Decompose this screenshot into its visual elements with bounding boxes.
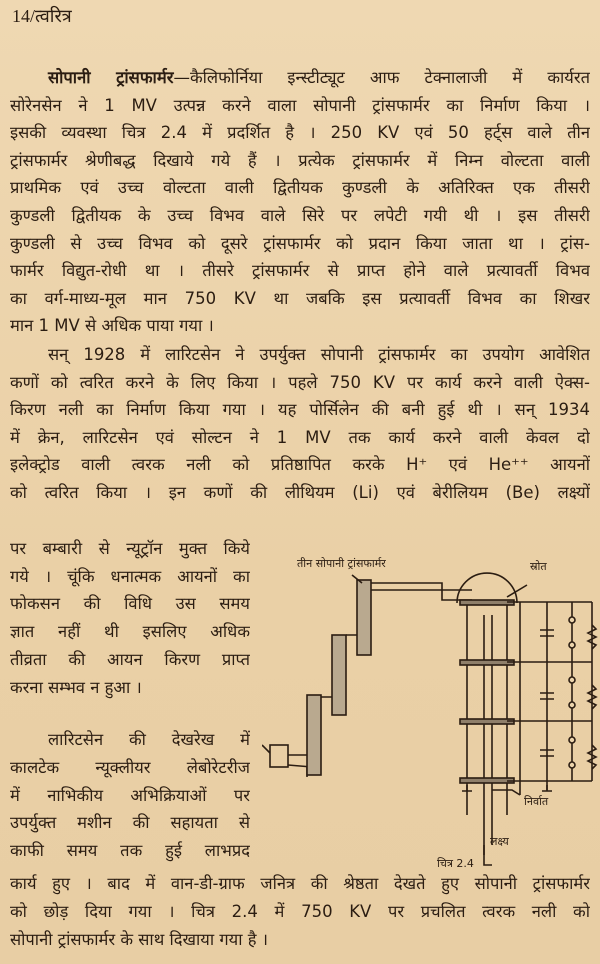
text-line: सोपानी ट्रांसफार्मर के साथ दिखाया गया है । <box>10 929 269 949</box>
text-line: कुण्डली से उच्च विभव को दूसरे ट्रांसफार्मर को प्रदान किया जाता था । ट्रांस- <box>10 233 590 253</box>
text-line: कणों को त्वरित करने के लिए किया । पहले 750 KV पर कार्य करने वाली ऐक्स- <box>10 372 590 392</box>
text-line: इलेक्ट्रोड वाली त्वरक नली को प्रतिष्ठापित करके H⁺ एवं He⁺⁺ आयनों <box>10 455 590 475</box>
text-line: ट्रांसफार्मर श्रेणीबद्ध दिखाये गये हैं । प्रत्येक ट्रांसफार्मर में निम्न वोल्टता वाली <box>10 150 590 170</box>
text-line: तीव्रता की आयन किरण प्राप्त <box>10 650 250 669</box>
text-line: इसकी व्यवस्था चित्र 2.4 में प्रदर्शित है । 250 KV एवं 50 हर्ट्स वाले तीन <box>10 123 590 143</box>
text-line: प्राथमिक एवं उच्च वोल्टता वाली द्वितीयक कुण्डली के अतिरिक्त एक तीसरी <box>10 178 590 198</box>
text-line: करना सम्भव न हुआ । <box>10 677 142 697</box>
text-line: कुण्डली द्वितीयक के उच्च विभव वाले सिरे पर लपेटी गयी थी । इस तीसरी <box>10 206 590 225</box>
text-line: काफी समय तक हुई लाभप्रद <box>10 841 250 861</box>
text-line: गये । चूंकि धनात्मक आयनों का <box>10 566 250 586</box>
text-line: का वर्ग-माध्य-मूल मान 750 KV था जबकि इस प्रत्यावर्ती विभव का शिखर <box>10 288 590 308</box>
text-line: को त्वरित किया । इन कणों की लीथियम (Li) एवं बेरीलियम (Be) लक्ष्यों <box>10 483 590 502</box>
page-header: 14/त्वरित्र <box>12 6 72 26</box>
transformer-2 <box>332 635 346 715</box>
text-line: फोकसन की विधि उस समय <box>10 594 250 614</box>
text-line: में क्रेन, लारिटसेन एवं सोल्टन ने 1 MV तक कार्य करने वाली केवल दो <box>10 427 590 447</box>
transformer-1 <box>307 695 321 775</box>
text-line: फार्मर विद्युत-रोधी था । तीसरे ट्रांसफार्मर से प्राप्त होने वाले प्रत्यावर्ती विभव <box>10 261 590 281</box>
text-line: सन् 1928 में लारिटसेन ने उपर्युक्त सोपानी ट्रांसफार्मर का उपयोग आवेशित <box>48 345 590 364</box>
label-target: लक्ष्य <box>490 835 509 848</box>
text-line: में नाभिकीय अभिक्रियाओं पर <box>10 785 250 805</box>
text-line: उपर्युक्त मशीन की सहायता से <box>10 813 250 833</box>
text-line: कार्य हुए । बाद में वान-डी-ग्राफ जनित्र की श्रेष्ठता देखते हुए सोपानी ट्रांसफार्मर <box>10 874 590 893</box>
text-line: मान 1 MV से अधिक पाया गया । <box>10 316 214 336</box>
circuit-drawing <box>262 573 596 865</box>
label-vacuum: निर्वात <box>524 795 549 808</box>
text-line: कालटेक न्यूक्लीयर लेबोरेटरीज <box>10 757 250 777</box>
text-line: लारिटसेन की देखरेख में <box>48 730 250 749</box>
text-line: पर बम्बारी से न्यूट्रॉन मुक्त किये <box>10 538 250 558</box>
figure-caption: चित्र 2.4 <box>437 857 474 870</box>
figure-2-4 <box>262 545 600 880</box>
label-transformers: तीन सोपानी ट्रांसफार्मर <box>297 557 386 570</box>
transformer-3 <box>357 580 371 655</box>
text-span: —कैलिफोर्निया इन्स्टीट्यूट आफ टेक्नालाजी में कार्यरत <box>173 68 590 87</box>
text-line: ज्ञात नहीं थी इसलिए अधिक <box>10 622 250 642</box>
source-dome <box>457 573 517 603</box>
label-source: स्रोत <box>530 560 547 573</box>
text-line: सोरेनसेन ने 1 MV उत्पन्न करने वाला सोपानी ट्रांसफार्मर का निर्माण किया । <box>10 95 590 115</box>
input-transformer <box>270 745 288 767</box>
text-line: किरण नली का निर्माण किया गया । यह पोर्सिलेन की बनी हुई थी । सन् 1934 <box>10 400 590 420</box>
text-line: को छोड़ दिया गया । चित्र 2.4 में 750 KV पर प्रचलित त्वरक नली को <box>10 901 590 921</box>
text-line <box>10 64 590 92</box>
section-heading: सोपानी ट्रांसफार्मर <box>48 68 174 87</box>
